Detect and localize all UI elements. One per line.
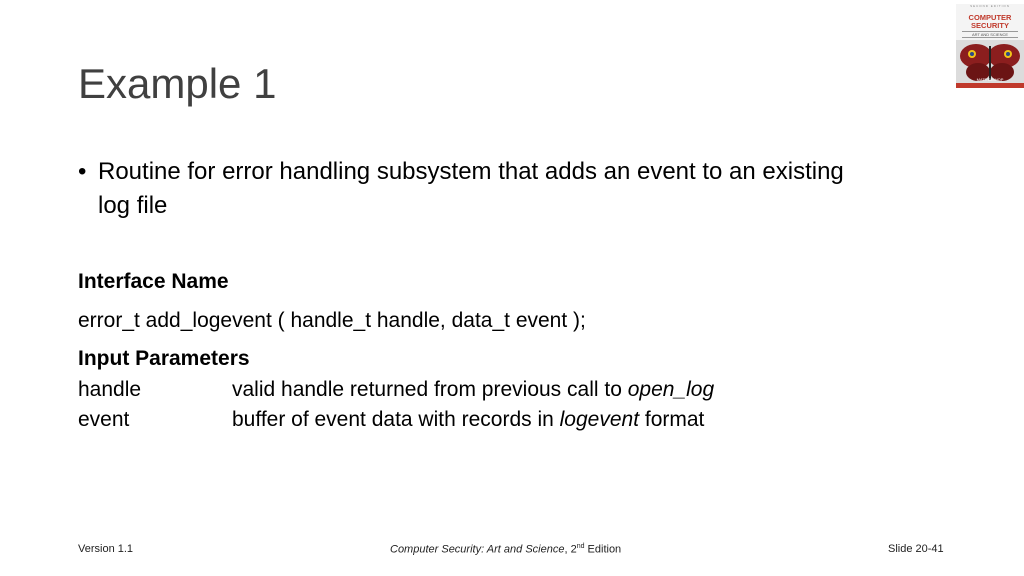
footer-slide-number: Slide 20-41 <box>888 543 944 555</box>
param-description <box>232 408 704 432</box>
book-cover-image <box>956 4 1024 88</box>
interface-name-label: Interface Name <box>78 270 229 293</box>
footer-edition-sep: , 2 <box>564 543 577 556</box>
slide-title: Example 1 <box>78 60 277 107</box>
cover-author: MATT BISHOP <box>976 77 1004 82</box>
param-desc-italic: logevent <box>559 408 640 431</box>
bullet-icon: • <box>78 158 87 185</box>
param-description <box>232 378 714 402</box>
param-desc-italic: open_log <box>627 378 715 401</box>
footer-edition-word: Edition <box>584 543 622 556</box>
footer-version: Version 1.1 <box>78 543 134 555</box>
param-name: event <box>78 408 130 431</box>
cover-subtitle: ART AND SCIENCE <box>962 31 1018 38</box>
cover-brand-line2: SECURITY <box>971 21 1009 30</box>
cover-brand <box>956 14 1024 30</box>
param-desc-tail: format <box>639 408 705 431</box>
cover-edition: SECOND EDITION <box>970 4 1010 8</box>
input-parameters-label: Input Parameters <box>78 347 250 370</box>
param-desc-text: valid handle returned from previous call to <box>232 378 628 401</box>
param-desc-text: buffer of event data with records in <box>232 408 560 431</box>
cover-brand-line1: COMPUTER <box>968 13 1012 22</box>
bullet-text: Routine for error handling subsystem that adds an event to an existing log file <box>98 158 844 219</box>
footer-book-italic: Computer Security: Art and Science <box>390 543 565 556</box>
bullet-item <box>78 155 878 223</box>
param-name: handle <box>78 378 142 401</box>
footer-book-title <box>390 543 621 556</box>
interface-signature: error_t add_logevent ( handle_t handle, data_t event ); <box>78 309 586 332</box>
footer-edition-sup: nd <box>576 543 585 550</box>
cover-band <box>956 83 1024 88</box>
